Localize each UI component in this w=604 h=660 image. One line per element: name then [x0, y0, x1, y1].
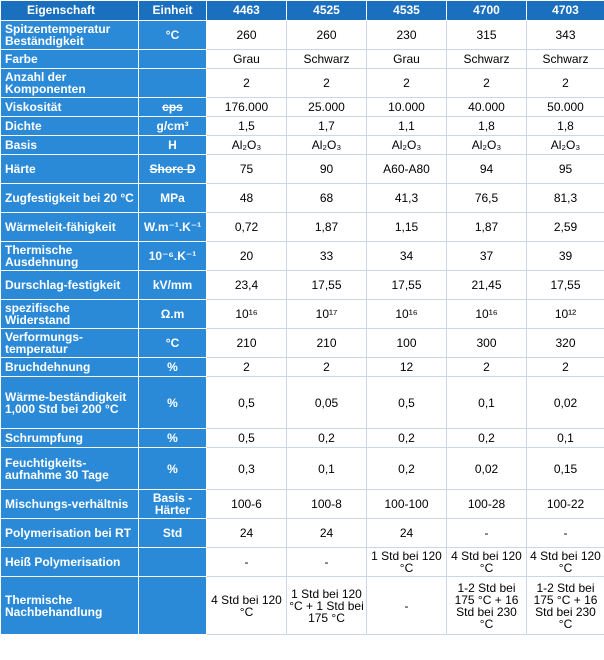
value-cell: 21,45	[447, 271, 527, 300]
property-label: Härte	[1, 155, 139, 184]
table-row	[1, 184, 604, 213]
unit-label	[139, 50, 207, 69]
table-row	[1, 490, 604, 519]
value-cell: 100-28	[447, 490, 527, 519]
unit-text: %	[167, 431, 178, 445]
unit-label	[139, 548, 207, 577]
value-cell: 10¹⁶	[207, 300, 287, 329]
value-cell: 1 Std bei 120 °C + 1 Std bei 175 °C	[287, 577, 367, 635]
value-cell: 176.000	[207, 98, 287, 117]
value-cell: Schwarz	[287, 50, 367, 69]
value-cell: 10.000	[367, 98, 447, 117]
table-row	[1, 117, 604, 136]
property-label: Feuchtigkeits-aufnahme 30 Tage	[1, 448, 139, 490]
value-cell: 48	[207, 184, 287, 213]
value-cell: 12	[367, 358, 447, 377]
property-label: Thermische Ausdehnung	[1, 242, 139, 271]
unit-text: %	[167, 360, 178, 374]
value-cell: 17,55	[287, 271, 367, 300]
unit-text: cps	[162, 100, 183, 114]
unit-label	[139, 271, 207, 300]
value-cell: 0,5	[207, 377, 287, 429]
value-cell: 0,72	[207, 213, 287, 242]
unit-label	[139, 577, 207, 635]
property-label: Basis	[1, 136, 139, 155]
property-label: Dichte	[1, 117, 139, 136]
value-cell: 10¹⁶	[367, 300, 447, 329]
value-cell: 2	[367, 69, 447, 98]
value-cell: Al₂O₃	[447, 136, 527, 155]
value-cell: 17,55	[367, 271, 447, 300]
table-row	[1, 98, 604, 117]
unit-text: Shore D	[149, 162, 196, 176]
value-cell: 0,3	[207, 448, 287, 490]
value-cell: 90	[287, 155, 367, 184]
value-cell: -	[447, 519, 527, 548]
property-label: Zugfestigkeit bei 20 °C	[1, 184, 139, 213]
value-cell: 1,1	[367, 117, 447, 136]
value-cell: Al₂O₃	[527, 136, 604, 155]
unit-label	[139, 242, 207, 271]
value-cell: 320	[527, 329, 604, 358]
table-row	[1, 548, 604, 577]
value-cell: 0,5	[207, 429, 287, 448]
property-label: Farbe	[1, 50, 139, 69]
unit-text: Basis - Härter	[152, 491, 193, 517]
property-label: spezifische Widerstand	[1, 300, 139, 329]
unit-text: 10⁻⁶.K⁻¹	[148, 249, 197, 263]
property-label: Verformungs-temperatur	[1, 329, 139, 358]
value-cell: 39	[527, 242, 604, 271]
value-cell: 2	[287, 358, 367, 377]
value-cell: 0,15	[527, 448, 604, 490]
value-cell: 210	[207, 329, 287, 358]
unit-label	[139, 377, 207, 429]
value-cell: A60-A80	[367, 155, 447, 184]
value-cell: 20	[207, 242, 287, 271]
value-cell: Schwarz	[527, 50, 604, 69]
property-label: Viskosität	[1, 98, 139, 117]
value-cell: 23,4	[207, 271, 287, 300]
property-label: Wärme-beständigkeit 1,000 Std bei 200 °C	[1, 377, 139, 429]
unit-label	[139, 519, 207, 548]
value-cell: 50.000	[527, 98, 604, 117]
table-row	[1, 358, 604, 377]
value-cell: 0,2	[447, 429, 527, 448]
value-cell: 230	[367, 21, 447, 50]
value-cell: 34	[367, 242, 447, 271]
unit-text: kV/mm	[152, 278, 193, 292]
property-label: Schrumpfung	[1, 429, 139, 448]
value-cell: 210	[287, 329, 367, 358]
value-cell: 33	[287, 242, 367, 271]
value-cell: 1,15	[367, 213, 447, 242]
property-label: Thermische Nachbehandlung	[1, 577, 139, 635]
value-cell: 37	[447, 242, 527, 271]
value-cell: Grau	[367, 50, 447, 69]
value-cell: 4 Std bei 120 °C	[527, 548, 604, 577]
unit-text: %	[167, 395, 178, 410]
property-label: Durschlag-festigkeit	[1, 271, 139, 300]
value-cell: 1,7	[287, 117, 367, 136]
unit-label	[139, 448, 207, 490]
table-row	[1, 213, 604, 242]
value-cell: 1,5	[207, 117, 287, 136]
value-cell: 343	[527, 21, 604, 50]
value-cell: 0,2	[367, 448, 447, 490]
value-cell: 25.000	[287, 98, 367, 117]
value-cell: -	[207, 548, 287, 577]
property-label: Mischungs-verhältnis	[1, 490, 139, 519]
value-cell: 260	[207, 21, 287, 50]
unit-label	[139, 69, 207, 98]
value-cell: 100-6	[207, 490, 287, 519]
value-cell: -	[287, 548, 367, 577]
table-row	[1, 519, 604, 548]
value-cell: 260	[287, 21, 367, 50]
value-cell: 0,1	[287, 448, 367, 490]
table-row	[1, 300, 604, 329]
value-cell: 95	[527, 155, 604, 184]
value-cell: 0,5	[367, 377, 447, 429]
value-cell: 76,5	[447, 184, 527, 213]
unit-text: °C	[165, 336, 180, 350]
unit-label	[139, 300, 207, 329]
value-cell: -	[367, 577, 447, 635]
value-cell: 100	[367, 329, 447, 358]
property-label: Anzahl der Komponenten	[1, 69, 139, 98]
table-row	[1, 377, 604, 429]
property-label: Bruchdehnung	[1, 358, 139, 377]
property-label: Polymerisation bei RT	[1, 519, 139, 548]
value-cell: 2	[527, 69, 604, 98]
value-cell: 2,59	[527, 213, 604, 242]
value-cell: 68	[287, 184, 367, 213]
value-cell: 17,55	[527, 271, 604, 300]
value-cell: Al₂O₃	[287, 136, 367, 155]
value-cell: 1,87	[447, 213, 527, 242]
table-row	[1, 136, 604, 155]
value-cell: 2	[527, 358, 604, 377]
value-cell: 1-2 Std bei 175 °C + 16 Std bei 230 °C	[447, 577, 527, 635]
value-cell: 10¹⁶	[447, 300, 527, 329]
value-cell: 10¹⁷	[287, 300, 367, 329]
value-cell: 2	[287, 69, 367, 98]
property-label: Wärmeleit-fähigkeit	[1, 213, 139, 242]
table-row	[1, 242, 604, 271]
value-cell: 1 Std bei 120 °C	[367, 548, 447, 577]
value-cell: 300	[447, 329, 527, 358]
table-row	[1, 429, 604, 448]
value-cell: 24	[287, 519, 367, 548]
unit-label	[139, 117, 207, 136]
table-row	[1, 21, 604, 50]
table-row	[1, 329, 604, 358]
header-unit: Einheit	[139, 1, 207, 21]
table-row	[1, 69, 604, 98]
value-cell: 4 Std bei 120 °C	[447, 548, 527, 577]
header-product: 4463	[207, 1, 287, 21]
value-cell: 100-100	[367, 490, 447, 519]
table-row	[1, 271, 604, 300]
unit-label	[139, 184, 207, 213]
header-product: 4535	[367, 1, 447, 21]
value-cell: 1,87	[287, 213, 367, 242]
unit-label	[139, 21, 207, 50]
value-cell: 0,1	[527, 429, 604, 448]
unit-label	[139, 213, 207, 242]
unit-text: MPa	[160, 191, 185, 205]
value-cell: 0,2	[367, 429, 447, 448]
table-body	[1, 21, 604, 635]
value-cell: 24	[367, 519, 447, 548]
property-label: Spitzentemperatur Beständigkeit	[1, 21, 139, 50]
value-cell: Grau	[207, 50, 287, 69]
unit-label	[139, 155, 207, 184]
value-cell: Al₂O₃	[367, 136, 447, 155]
table-row	[1, 448, 604, 490]
value-cell: 2	[447, 69, 527, 98]
unit-label	[139, 136, 207, 155]
value-cell: 0,02	[527, 377, 604, 429]
value-cell: 1,8	[447, 117, 527, 136]
value-cell: 100-22	[527, 490, 604, 519]
unit-label	[139, 358, 207, 377]
unit-label	[139, 98, 207, 117]
value-cell: 81,3	[527, 184, 604, 213]
value-cell: 100-8	[287, 490, 367, 519]
value-cell: 40.000	[447, 98, 527, 117]
header-property: Eigenschaft	[1, 1, 139, 21]
unit-text: H	[168, 138, 177, 152]
unit-label	[139, 490, 207, 519]
value-cell: 41,3	[367, 184, 447, 213]
value-cell: 1,8	[527, 117, 604, 136]
value-cell: Al₂O₃	[207, 136, 287, 155]
value-cell: 0,05	[287, 377, 367, 429]
header-row	[1, 1, 604, 21]
unit-label	[139, 329, 207, 358]
value-cell: 1-2 Std bei 175 °C + 16 Std bei 230 °C	[527, 577, 604, 635]
value-cell: 0,1	[447, 377, 527, 429]
unit-label	[139, 429, 207, 448]
unit-text: g/cm³	[156, 119, 189, 133]
value-cell: 2	[207, 358, 287, 377]
value-cell: 10¹²	[527, 300, 604, 329]
header-product: 4700	[447, 1, 527, 21]
value-cell: Schwarz	[447, 50, 527, 69]
value-cell: 4 Std bei 120 °C	[207, 577, 287, 635]
value-cell: 2	[447, 358, 527, 377]
unit-text: Std	[162, 526, 183, 540]
table-row	[1, 155, 604, 184]
header-product: 4525	[287, 1, 367, 21]
unit-text: Ω.m	[160, 307, 185, 321]
value-cell: 0,02	[447, 448, 527, 490]
header-product: 4703	[527, 1, 604, 21]
table-row	[1, 50, 604, 69]
value-cell: 315	[447, 21, 527, 50]
value-cell: 24	[207, 519, 287, 548]
unit-text: °C	[165, 28, 180, 42]
value-cell: 2	[207, 69, 287, 98]
table-row	[1, 577, 604, 635]
value-cell: -	[527, 519, 604, 548]
unit-text: W.m⁻¹.K⁻¹	[143, 220, 202, 234]
value-cell: 75	[207, 155, 287, 184]
value-cell: 94	[447, 155, 527, 184]
property-label: Heiß Polymerisation	[1, 548, 139, 577]
unit-text: %	[167, 461, 178, 476]
value-cell: 0,2	[287, 429, 367, 448]
